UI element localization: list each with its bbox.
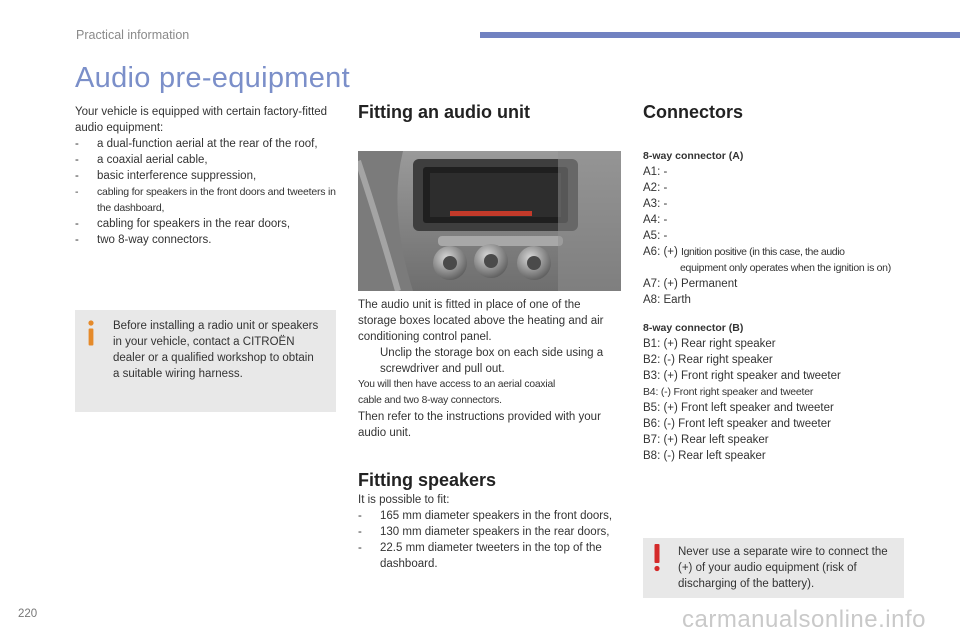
watermark: carmanualsonline.info xyxy=(682,606,926,633)
info-box xyxy=(75,310,336,412)
header-accent-bar xyxy=(480,32,960,38)
pin-row: B7: (+) Rear left speaker xyxy=(643,434,769,446)
pin-row: B6: (-) Front left speaker and tweeter xyxy=(643,418,831,430)
list-item: - a coaxial aerial cable, xyxy=(75,154,208,166)
list-item: - two 8-way connectors. xyxy=(75,234,212,246)
list-item: - cabling for speakers in the rear doors, xyxy=(75,218,291,230)
pin-row: A6: (+) Ignition positive (in this case, the audio xyxy=(643,246,845,258)
pin-row: B5: (+) Front left speaker and tweeter xyxy=(643,402,834,414)
fitting-unit-steps xyxy=(358,345,622,377)
pin-row: A3: - xyxy=(643,198,668,210)
pin-row: B3: (+) Front right speaker and tweeter xyxy=(643,370,841,382)
speakers-list xyxy=(358,508,622,572)
pin-row: A8: Earth xyxy=(643,294,691,306)
fitting-speakers-heading: Fitting speakers xyxy=(358,470,497,490)
fitting-unit-para: Then refer to the instructions provided with your audio unit. xyxy=(358,411,601,439)
pin-row: A4: - xyxy=(643,214,668,226)
exclamation-icon xyxy=(653,544,661,572)
fitting-unit-body xyxy=(358,297,622,441)
equipment-list xyxy=(75,136,339,248)
list-item: - 130 mm diameter speakers in the rear doors, xyxy=(358,526,610,538)
pin-row: A7: (+) Permanent xyxy=(643,278,738,290)
connectors-column xyxy=(643,100,907,464)
connector-a-title: 8-way connector (A) xyxy=(643,150,744,162)
intro-column xyxy=(75,104,339,248)
warning-text: Never use a separate wire to connect the (+) of your audio equipment (risk of discharging of the battery). xyxy=(678,546,888,590)
list-item: - 22.5 mm diameter tweeters in the top of the dashboard. xyxy=(358,542,602,570)
fitting-unit-column xyxy=(358,100,622,124)
list-item: - basic interference suppression, xyxy=(75,170,257,182)
list-item: Unclip the storage box on each side using a screwdriver and pull out. xyxy=(380,347,604,375)
pin-row: A5: - xyxy=(643,230,668,242)
fitting-unit-heading: Fitting an audio unit xyxy=(358,102,530,122)
intro-text: Your vehicle is equipped with certain factory-fitted audio equipment: xyxy=(75,106,328,134)
fitting-speakers-intro: It is possible to fit: xyxy=(358,494,450,506)
pin-row: B2: (-) Rear right speaker xyxy=(643,354,773,366)
pin-note: equipment only operates when the ignition is on) xyxy=(680,262,891,274)
pin-row: A2: - xyxy=(643,182,668,194)
fitting-unit-para: The audio unit is fitted in place of one of the storage boxes located above the heating and air conditioning control panel. xyxy=(358,299,604,343)
info-text: Before installing a radio unit or speakers in your vehicle, contact a CITROËN dealer or a qualified workshop to obtain a suitable wiring harness. xyxy=(113,320,319,380)
pin-row: B1: (+) Rear right speaker xyxy=(643,338,776,350)
page-number: 220 xyxy=(18,608,38,620)
pin-row: B8: (-) Rear left speaker xyxy=(643,450,766,462)
fitting-speakers-section xyxy=(358,468,622,572)
connectors-heading: Connectors xyxy=(643,102,744,122)
dashboard-illustration xyxy=(358,151,621,291)
info-icon xyxy=(86,320,96,346)
section-header: Practical information xyxy=(76,28,190,42)
list-item: - 165 mm diameter speakers in the front doors, xyxy=(358,510,613,522)
connector-b-title: 8-way connector (B) xyxy=(643,322,744,334)
list-item: - cabling for speakers in the front doors and tweeters in the dashboard, xyxy=(75,186,336,214)
list-item: - a dual-function aerial at the rear of the roof, xyxy=(75,138,318,150)
page-title: Audio pre-equipment xyxy=(75,62,350,94)
pin-row: B4: (-) Front right speaker and tweeter xyxy=(643,386,814,398)
fitting-unit-para: You will then have access to an aerial coaxial cable and two 8-way connectors. xyxy=(358,379,556,406)
warning-box xyxy=(643,538,904,598)
pin-row: A1: - xyxy=(643,166,668,178)
audio-unit-photo xyxy=(358,151,621,291)
